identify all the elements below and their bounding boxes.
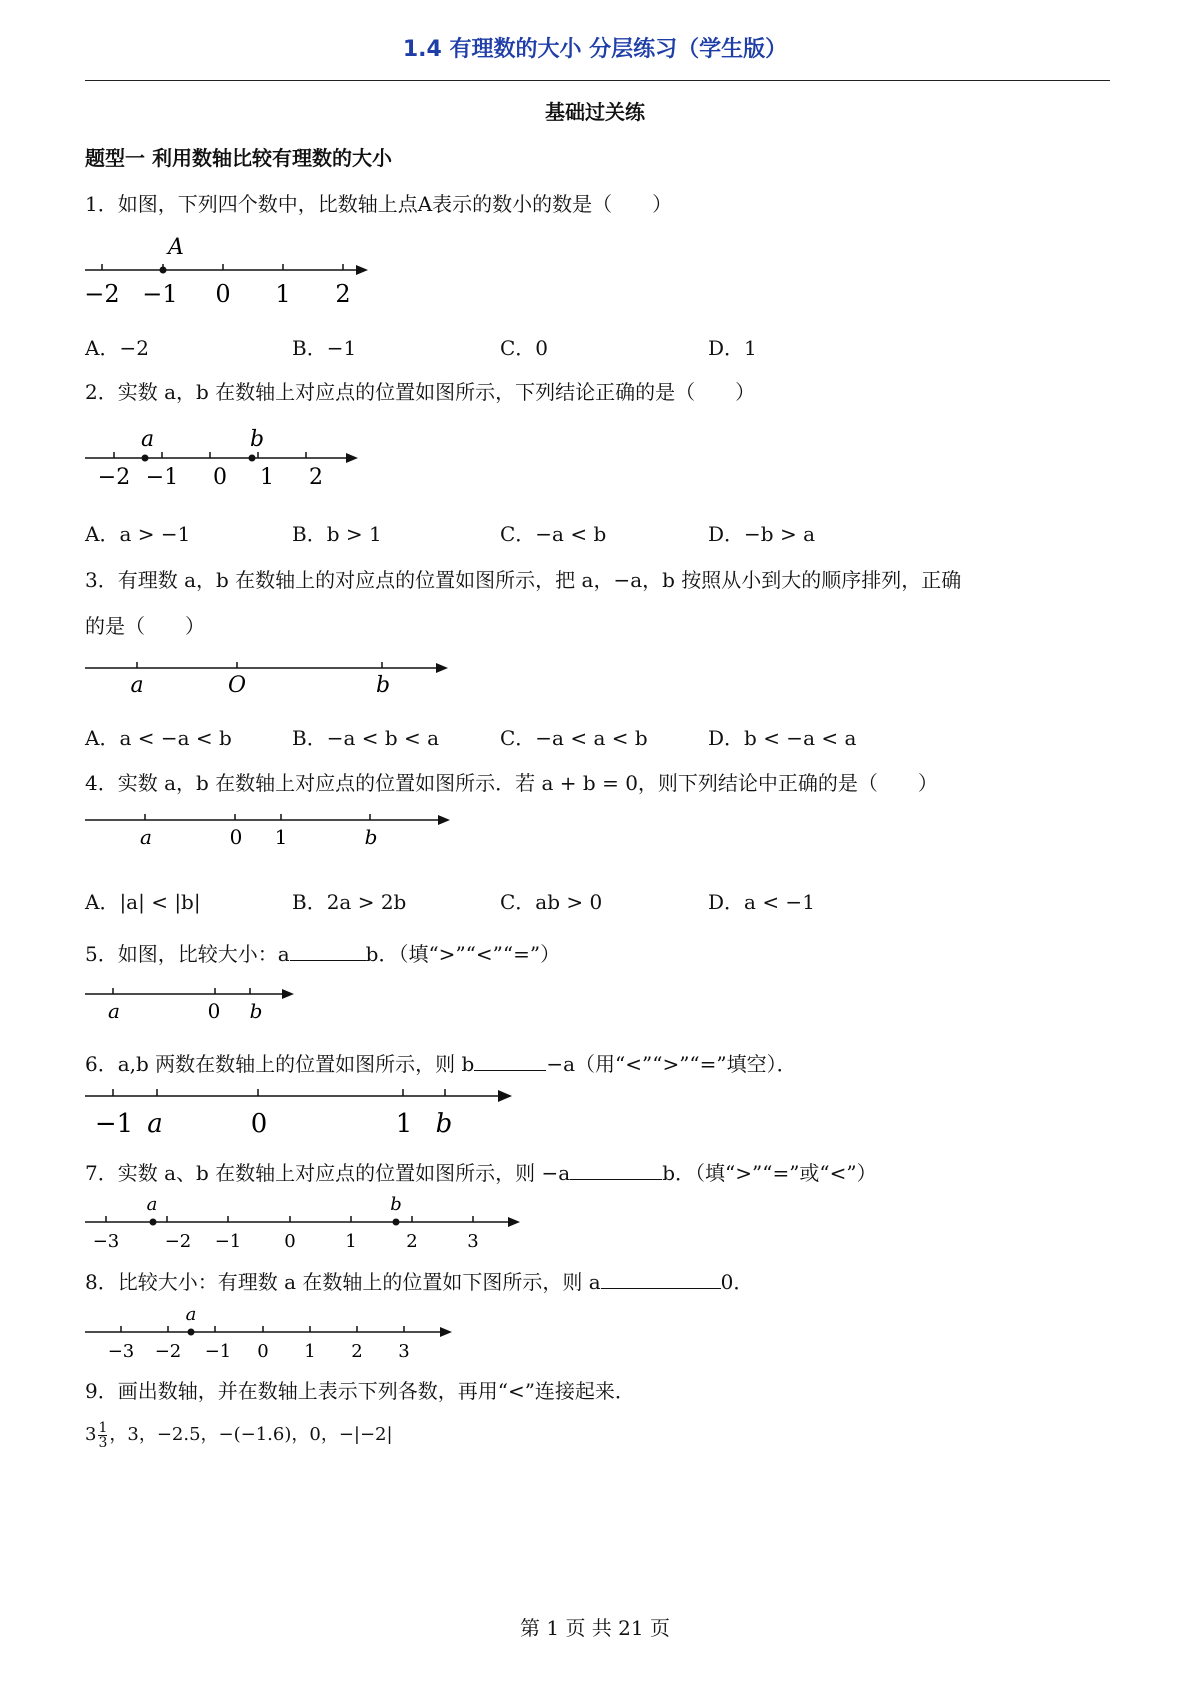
q9-number-list-rest: ，3，−2.5，−(−1.6)，0，−|−2| (109, 1424, 393, 1445)
q6-answer-blank[interactable] (474, 1052, 546, 1071)
q2-point-b (249, 455, 256, 462)
q2-option-b[interactable]: B．b > 1 (292, 522, 382, 546)
q2-tick: −1 (145, 465, 179, 490)
q3-option-d[interactable]: D．b < −a < a (708, 726, 857, 750)
q4-stem: 4．实数 a，b 在数轴上对应点的位置如图所示．若 a + b = 0，则下列结论中正确的是（ ） (85, 771, 938, 795)
q1-option-b[interactable]: B．−1 (292, 336, 357, 360)
q4-label-a: a (140, 825, 152, 849)
q9-mixed-whole: 3 (85, 1424, 97, 1445)
q7-number-line (80, 1192, 530, 1250)
q7-stem (85, 1157, 877, 1186)
q4-label-one: 1 (274, 825, 288, 849)
q2-option-a[interactable]: A．a > −1 (85, 522, 191, 546)
q3-option-c[interactable]: C．−a < a < b (500, 726, 648, 750)
q8-tick: −2 (154, 1341, 182, 1360)
q7-point-a (150, 1219, 157, 1226)
q3-option-a[interactable]: A．a < −a < b (85, 726, 232, 750)
q1-stem: 1．如图，下列四个数中，比数轴上点A表示的数小的数是（ ） (85, 192, 673, 216)
q5-stem-pre: 5．如图，比较大小：a (85, 942, 290, 966)
q6-label-b: b (435, 1109, 453, 1139)
q8-label-a: a (185, 1304, 197, 1325)
q8-stem (85, 1266, 753, 1295)
q3-stem-line1: 3．有理数 a，b 在数轴上的对应点的位置如图所示，把 a，−a，b 按照从小到大的顺序排列，正确 (85, 568, 962, 592)
title-divider (85, 80, 1110, 81)
q6-number-line (80, 1084, 520, 1140)
q7-tick: 0 (284, 1231, 296, 1250)
q6-label-zero: 0 (250, 1109, 268, 1139)
q7-label-b: b (390, 1194, 402, 1215)
question-type-heading: 题型一 利用数轴比较有理数的大小 (85, 146, 392, 170)
q5-stem (85, 938, 560, 967)
q2-tick: 2 (309, 465, 323, 490)
q2-option-c[interactable]: C．−a < b (500, 522, 607, 546)
q1-point-a (160, 267, 167, 274)
q3-stem-line2: 的是（ ） (85, 614, 205, 638)
q1-tick: 2 (335, 280, 351, 308)
q3-option-b[interactable]: B．−a < b < a (292, 726, 440, 750)
q3-label-origin: O (227, 673, 247, 698)
q8-number-line (80, 1302, 460, 1360)
q6-stem (85, 1048, 797, 1077)
q8-tick: −1 (204, 1341, 232, 1360)
q7-tick: 3 (467, 1231, 479, 1250)
q1-tick: 0 (215, 280, 231, 308)
q2-number-line (80, 420, 370, 495)
q5-number-line (80, 980, 300, 1025)
document-title: 1.4 有理数的大小 分层练习（学生版） (402, 37, 788, 62)
q5-label-a: a (108, 999, 120, 1023)
q3-label-b: b (375, 673, 391, 698)
q9-fraction-numerator: 1 (98, 1419, 108, 1436)
q9-fraction-denominator: 3 (98, 1434, 108, 1451)
q7-stem-pre: 7．实数 a、b 在数轴上对应点的位置如图所示，则 −a (85, 1161, 571, 1185)
q2-tick: 0 (213, 465, 227, 490)
q7-stem-post: b．（填“>”“=”或“<”） (662, 1161, 877, 1185)
q1-option-d[interactable]: D．1 (708, 336, 757, 360)
q2-label-a: a (141, 427, 155, 452)
q8-tick: 3 (398, 1341, 410, 1360)
q2-label-b: b (250, 427, 265, 452)
q6-label-minus-one: −1 (94, 1109, 134, 1139)
q2-stem: 2．实数 a，b 在数轴上对应点的位置如图所示，下列结论正确的是（ ） (85, 380, 756, 404)
q2-tick: 1 (260, 465, 274, 490)
q1-number-line (80, 228, 380, 308)
q7-answer-blank[interactable] (570, 1161, 662, 1180)
q7-tick: −2 (164, 1231, 192, 1250)
q8-stem-post: 0． (720, 1270, 754, 1294)
q9-stem: 9．画出数轴，并在数轴上表示下列各数，再用“<”连接起来． (85, 1379, 635, 1403)
q4-number-line (80, 808, 460, 856)
q1-tick: −2 (84, 280, 120, 308)
q8-tick: 2 (351, 1341, 363, 1360)
q5-label-b: b (249, 999, 263, 1023)
q6-label-a: a (147, 1109, 163, 1139)
q1-tick: 1 (275, 280, 291, 308)
q3-number-line (80, 652, 460, 700)
q2-option-d[interactable]: D．−b > a (708, 522, 815, 546)
q2-tick: −2 (97, 465, 131, 490)
q1-option-c[interactable]: C．0 (500, 336, 549, 360)
q7-tick: −3 (92, 1231, 120, 1250)
q4-option-b[interactable]: B．2a > 2b (292, 890, 407, 914)
q8-tick: 0 (257, 1341, 269, 1360)
q4-option-d[interactable]: D．a < −1 (708, 890, 815, 914)
q4-option-c[interactable]: C．ab > 0 (500, 890, 603, 914)
q1-point-label: A (168, 235, 184, 260)
q4-label-b: b (364, 825, 378, 849)
page-footer: 第 1 页 共 21 页 (520, 1616, 670, 1640)
q8-answer-blank[interactable] (601, 1270, 721, 1289)
q6-stem-pre: 6．a,b 两数在数轴上的位置如图所示，则 b (85, 1052, 475, 1076)
q8-point-a (188, 1329, 195, 1336)
q6-label-one: 1 (395, 1109, 413, 1139)
q5-stem-post: b．（填“>”“<”“=”） (365, 942, 561, 966)
q9-fraction (98, 1421, 107, 1450)
q6-stem-post: −a（用“<”“>”“=”填空）． (546, 1052, 797, 1076)
q4-label-zero: 0 (229, 825, 243, 849)
section-title: 基础过关练 (545, 100, 645, 124)
q7-point-b (393, 1219, 400, 1226)
q9-number-list (85, 1420, 393, 1450)
q8-stem-pre: 8．比较大小：有理数 a 在数轴上的位置如下图所示，则 a (85, 1270, 601, 1294)
q7-tick: 2 (406, 1231, 418, 1250)
q1-option-a[interactable]: A．−2 (85, 336, 149, 360)
q5-label-zero: 0 (207, 999, 221, 1023)
q1-tick: −1 (142, 280, 178, 308)
q2-point-a (142, 455, 149, 462)
q7-label-a: a (146, 1194, 158, 1215)
q8-tick: −3 (107, 1341, 135, 1360)
q4-option-a[interactable]: A．|a| < |b| (85, 890, 201, 914)
q5-answer-blank[interactable] (290, 942, 366, 961)
q3-label-a: a (130, 673, 144, 698)
q7-tick: −1 (214, 1231, 242, 1250)
q7-tick: 1 (345, 1231, 357, 1250)
q8-tick: 1 (304, 1341, 316, 1360)
